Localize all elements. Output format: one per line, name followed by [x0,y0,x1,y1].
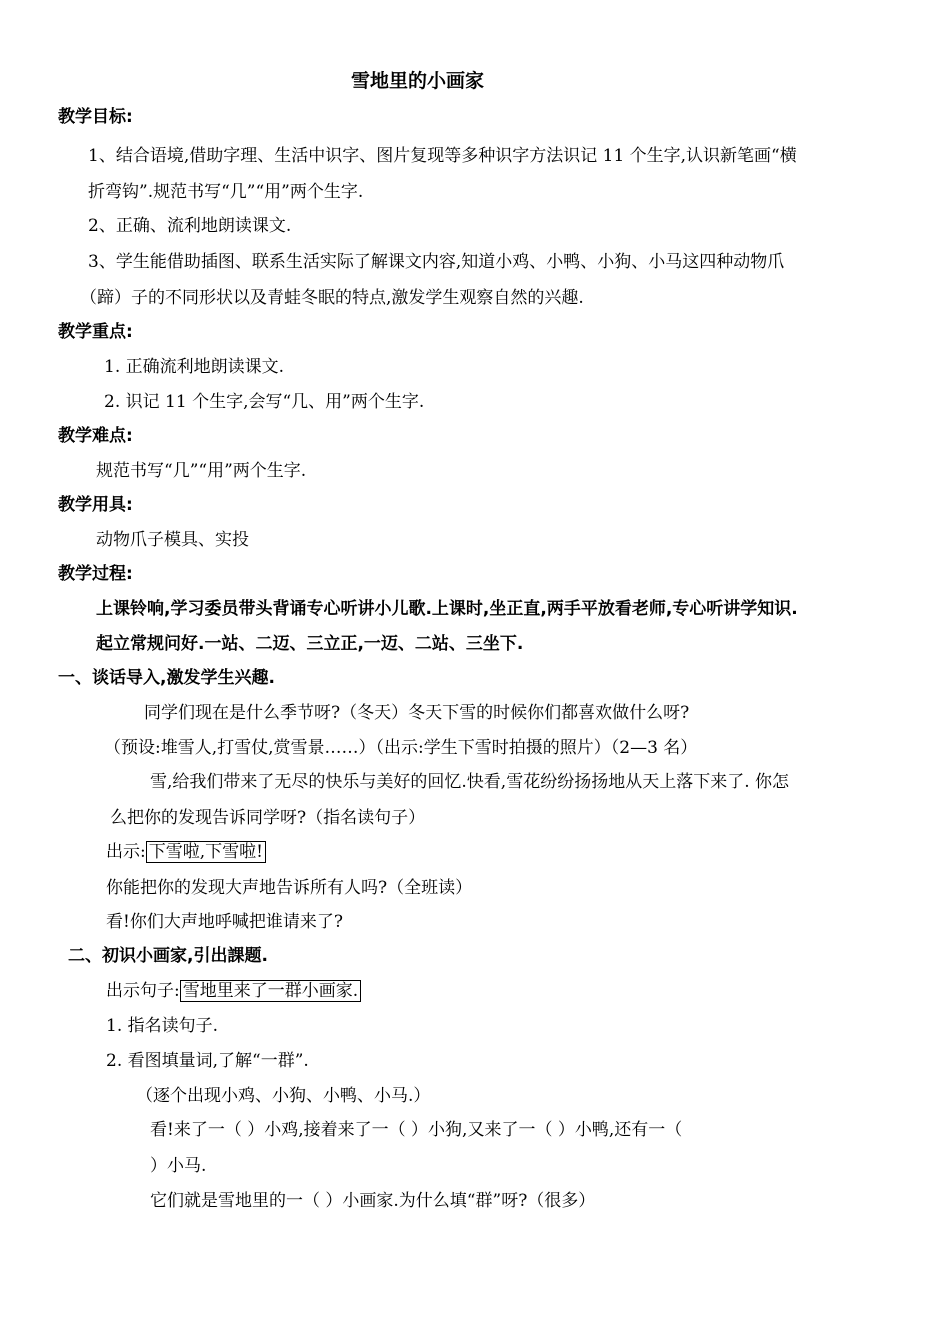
show-label: 出示: [106,842,146,862]
difficulty-item-1: 规范书写“几”“用”两个生字. [96,461,307,481]
section-1-paragraph-2: （预设:堆雪人,打雪仗,赏雪景……）（出示:学生下雪时拍摄的照片）（2—3 名） [104,738,698,758]
key-points-heading: 教学重点: [58,322,133,342]
objective-item-1-line-1: 1、结合语境,借助字理、生活中识字、图片复现等多种识字方法识记 11 个生字,认识新笔画“横 [88,146,797,166]
tools-heading: 教学用具: [58,495,133,515]
process-heading: 教学过程: [58,564,133,584]
section-1-paragraph-3-line-1: 雪,给我们带来了无尽的快乐与美好的回忆.快看,雪花纷纷扬扬地从天上落下来了. 你怎 [150,772,790,792]
objective-item-3-line-1: 3、学生能借助插图、联系生活实际了解课文内容,知道小鸡、小鸭、小狗、小马这四种动物爪 [88,252,785,272]
section-1-paragraph-4: 你能把你的发现大声地告诉所有人吗?（全班读） [106,878,473,898]
key-point-item-2: 2. 识记 11 个生字,会写“几、用”两个生字. [104,392,425,412]
classroom-routine-line-1: 上课铃响,学习委员带头背诵专心听讲小儿歌.上课时,坐正直,两手平放看老师,专心听讲学知识. [96,599,798,619]
key-point-item-1: 1. 正确流利地朗读课文. [104,357,285,377]
section-1-paragraph-3-line-2: 么把你的发现告诉同学呀?（指名读句子） [110,808,426,828]
boxed-sentence: 下雪啦,下雪啦! [146,841,266,863]
section-2-heading: 二、初识小画家,引出課题. [68,946,268,966]
objective-item-2: 2、正确、流利地朗读课文. [88,216,292,236]
section-2-note: （逐个出现小鸡、小狗、小鸭、小马.） [136,1086,431,1106]
classroom-routine-line-2: 起立常规问好.一站、二迈、三立正,一迈、二站、三坐下. [96,634,524,654]
section-2-fill-line-1: 看!来了一（ ）小鸡,接着来了一（ ）小狗,又来了一（ ）小鸭,还有一（ [150,1120,683,1140]
tools-item-1: 动物爪子模具、实投 [96,530,249,550]
objectives-heading: 教学目标: [58,107,133,127]
section-1-heading: 一、谈话导入,激发学生兴趣. [58,668,275,688]
section-2-show-sentence [106,980,361,1002]
boxed-sentence: 雪地里来了一群小画家. [180,980,361,1002]
section-1-paragraph-1: 同学们现在是什么季节呀?（冬天）冬天下雪的时候你们都喜欢做什么呀? [144,703,690,723]
section-2-fill-line-3: 它们就是雪地里的一（ ）小画家.为什么填“群”呀?（很多） [150,1191,596,1211]
section-2-item-2: 2. 看图填量词,了解“一群”. [106,1051,309,1071]
objective-item-3-line-2: （蹄）子的不同形状以及青蛙冬眠的特点,激发学生观察自然的兴趣. [80,288,584,308]
objective-item-1-line-2: 折弯钩”.规范书写“几”“用”两个生字. [88,182,364,202]
show-label: 出示句子: [106,981,180,1001]
section-1-paragraph-5: 看!你们大声地呼喊把谁请来了? [106,912,343,932]
difficulties-heading: 教学难点: [58,426,133,446]
page-title: 雪地里的小画家 [351,70,485,92]
section-2-item-1: 1. 指名读句子. [106,1016,219,1036]
section-1-show-sentence [106,841,266,863]
section-2-fill-line-2: ）小马. [150,1156,207,1176]
